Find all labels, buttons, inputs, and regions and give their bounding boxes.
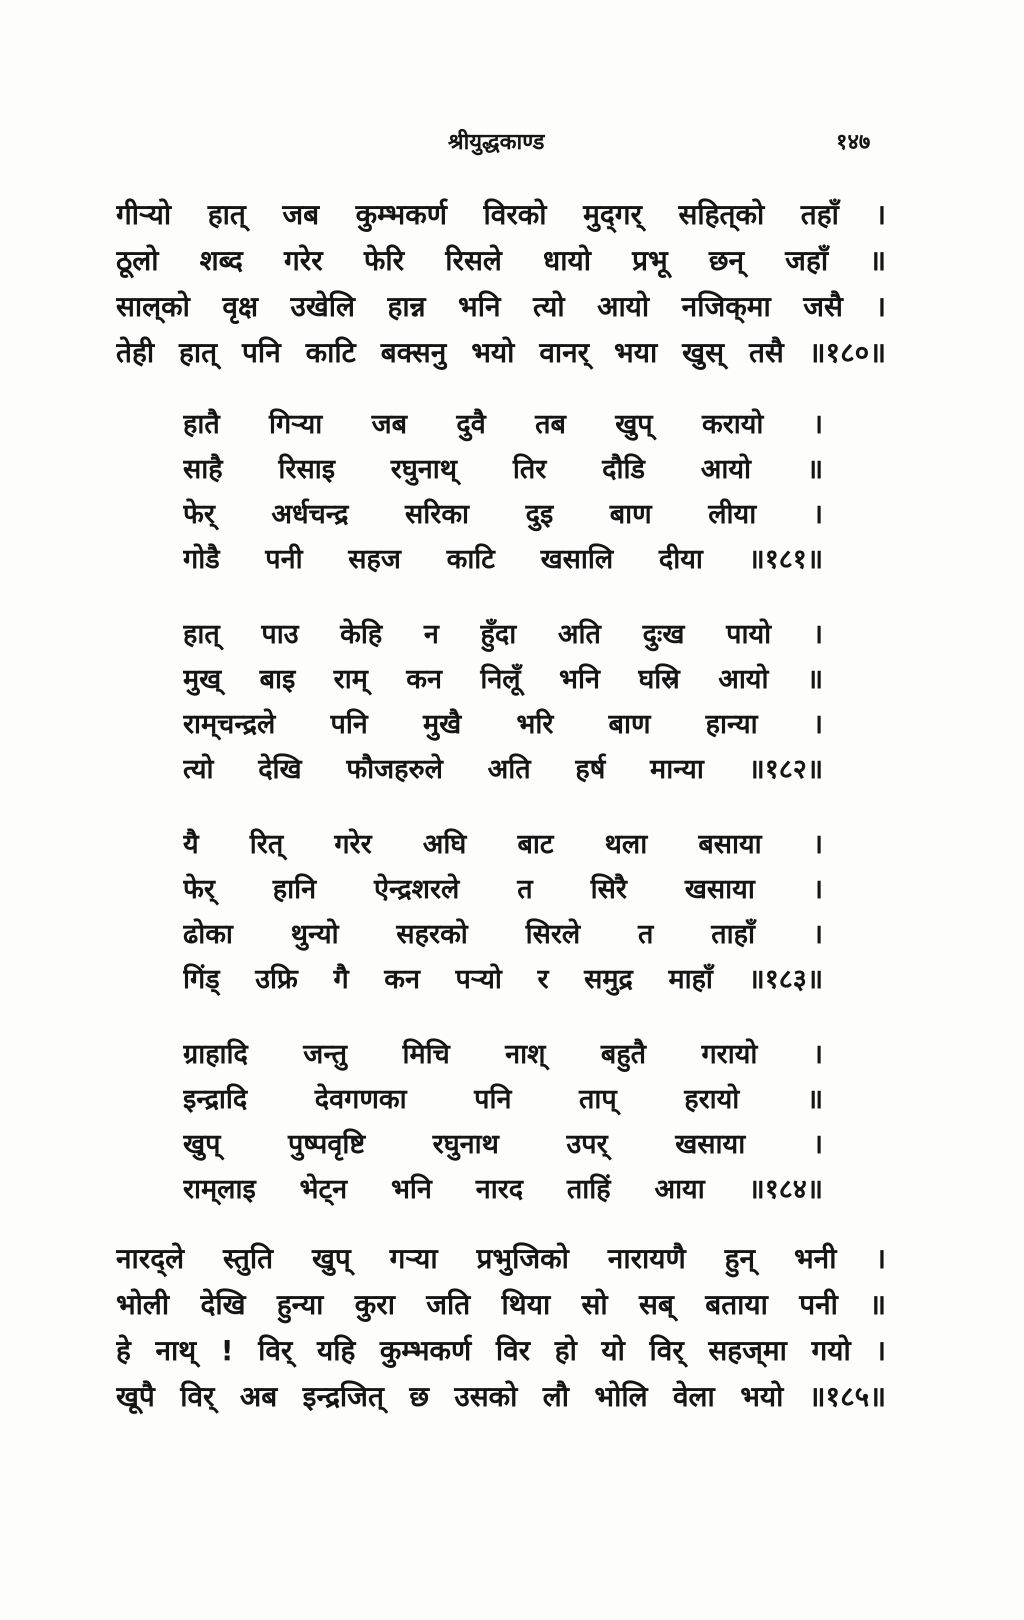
stanza-184 xyxy=(183,1032,823,1212)
verse-line: खुप् पुष्पवृष्टि रघुनाथ उपर् खसाया । xyxy=(183,1129,823,1160)
verse-line: ढोका थुन्यो सहरको सिरले त ताहाँ । xyxy=(183,919,823,950)
verse-line: फेर् अर्धचन्द्र सरिका दुइ बाण लीया । xyxy=(183,499,823,530)
verse-line: यै रित् गरेर अघि बाट थला बसाया । xyxy=(183,829,823,860)
stanza-183 xyxy=(183,822,823,1002)
verse-line: खूपै विर् अब इन्द्रजित् छ उसको लौ भोलि वेला भयो ॥१८५॥ xyxy=(116,1380,886,1413)
verse-line: मुख् बाइ राम् कन निलूँ भनि घस्रि आयो ॥ xyxy=(183,664,823,695)
verse-line: ग्राहादि जन्तु मिचि नाश् बहुतै गरायो । xyxy=(183,1039,823,1070)
verse-line: नारद्‌ले स्तुति खुप् गऱ्या प्रभुजिको नारायणै हुन् भनी । xyxy=(116,1242,886,1275)
page-title: श्रीयुद्धकाण्ड xyxy=(448,130,545,155)
verse-line: फेर् हानि ऐन्द्रशरले त सिरै खसाया । xyxy=(183,874,823,905)
verse-line: साहै रिसाइ रघुनाथ् तिर दौडि आयो ॥ xyxy=(183,454,823,485)
verse-line: हातै गिऱ्या जब दुवै तब खुप् करायो । xyxy=(183,409,823,440)
verse-line: राम्‌चन्द्रले पनि मुखै भरि बाण हान्या । xyxy=(183,709,823,740)
verse-line: हे नाथ् ! विर् यहि कुम्भकर्ण विर हो यो विर् सहज्‌मा गयो । xyxy=(116,1334,886,1367)
stanza-185 xyxy=(116,1236,886,1420)
verse-line: गीऱ्यो हात् जब कुम्भकर्ण विरको मुद्‍गर् सहित्‌को तहाँ । xyxy=(116,198,886,231)
stanza-182 xyxy=(183,612,823,792)
verse-line: ठूलो शब्द गरेर फेरि रिसले धायो प्रभू छन् जहाँ ॥ xyxy=(116,244,886,277)
verse-line: त्यो देखि फौजहरुले अति हर्ष मान्या ॥१८२॥ xyxy=(183,754,823,785)
page-number: १४७ xyxy=(836,130,871,155)
verse-line: साल्‌को वृक्ष उखेलि हान्न भनि त्यो आयो नजिक्‌मा जसै । xyxy=(116,290,886,323)
verse-line: गिंड् उफ्रि गै कन पऱ्यो र समुद्र माहाँ ॥१८३॥ xyxy=(183,964,823,995)
verse-line: भोली देखि हुन्या कुरा जति थिया सो सब् बताया पनी ॥ xyxy=(116,1288,886,1321)
verse-line: गोडै पनी सहज काटि खसालि दीया ॥१८१॥ xyxy=(183,544,823,575)
verse-line: तेही हात् पनि काटि बक्सनु भयो वानर् भया खुस् तसै ॥१८०॥ xyxy=(116,336,886,369)
verse-line: राम्‌लाइ भेट्न भनि नारद ताहिं आया ॥१८४॥ xyxy=(183,1174,823,1205)
stanza-180 xyxy=(116,192,886,376)
verse-line: इन्द्रादि देवगणका पनि ताप् हरायो ॥ xyxy=(183,1084,823,1115)
verse-line: हात् पाउ केहि न हुँदा अति दुःख पायो । xyxy=(183,619,823,650)
stanza-181 xyxy=(183,402,823,582)
